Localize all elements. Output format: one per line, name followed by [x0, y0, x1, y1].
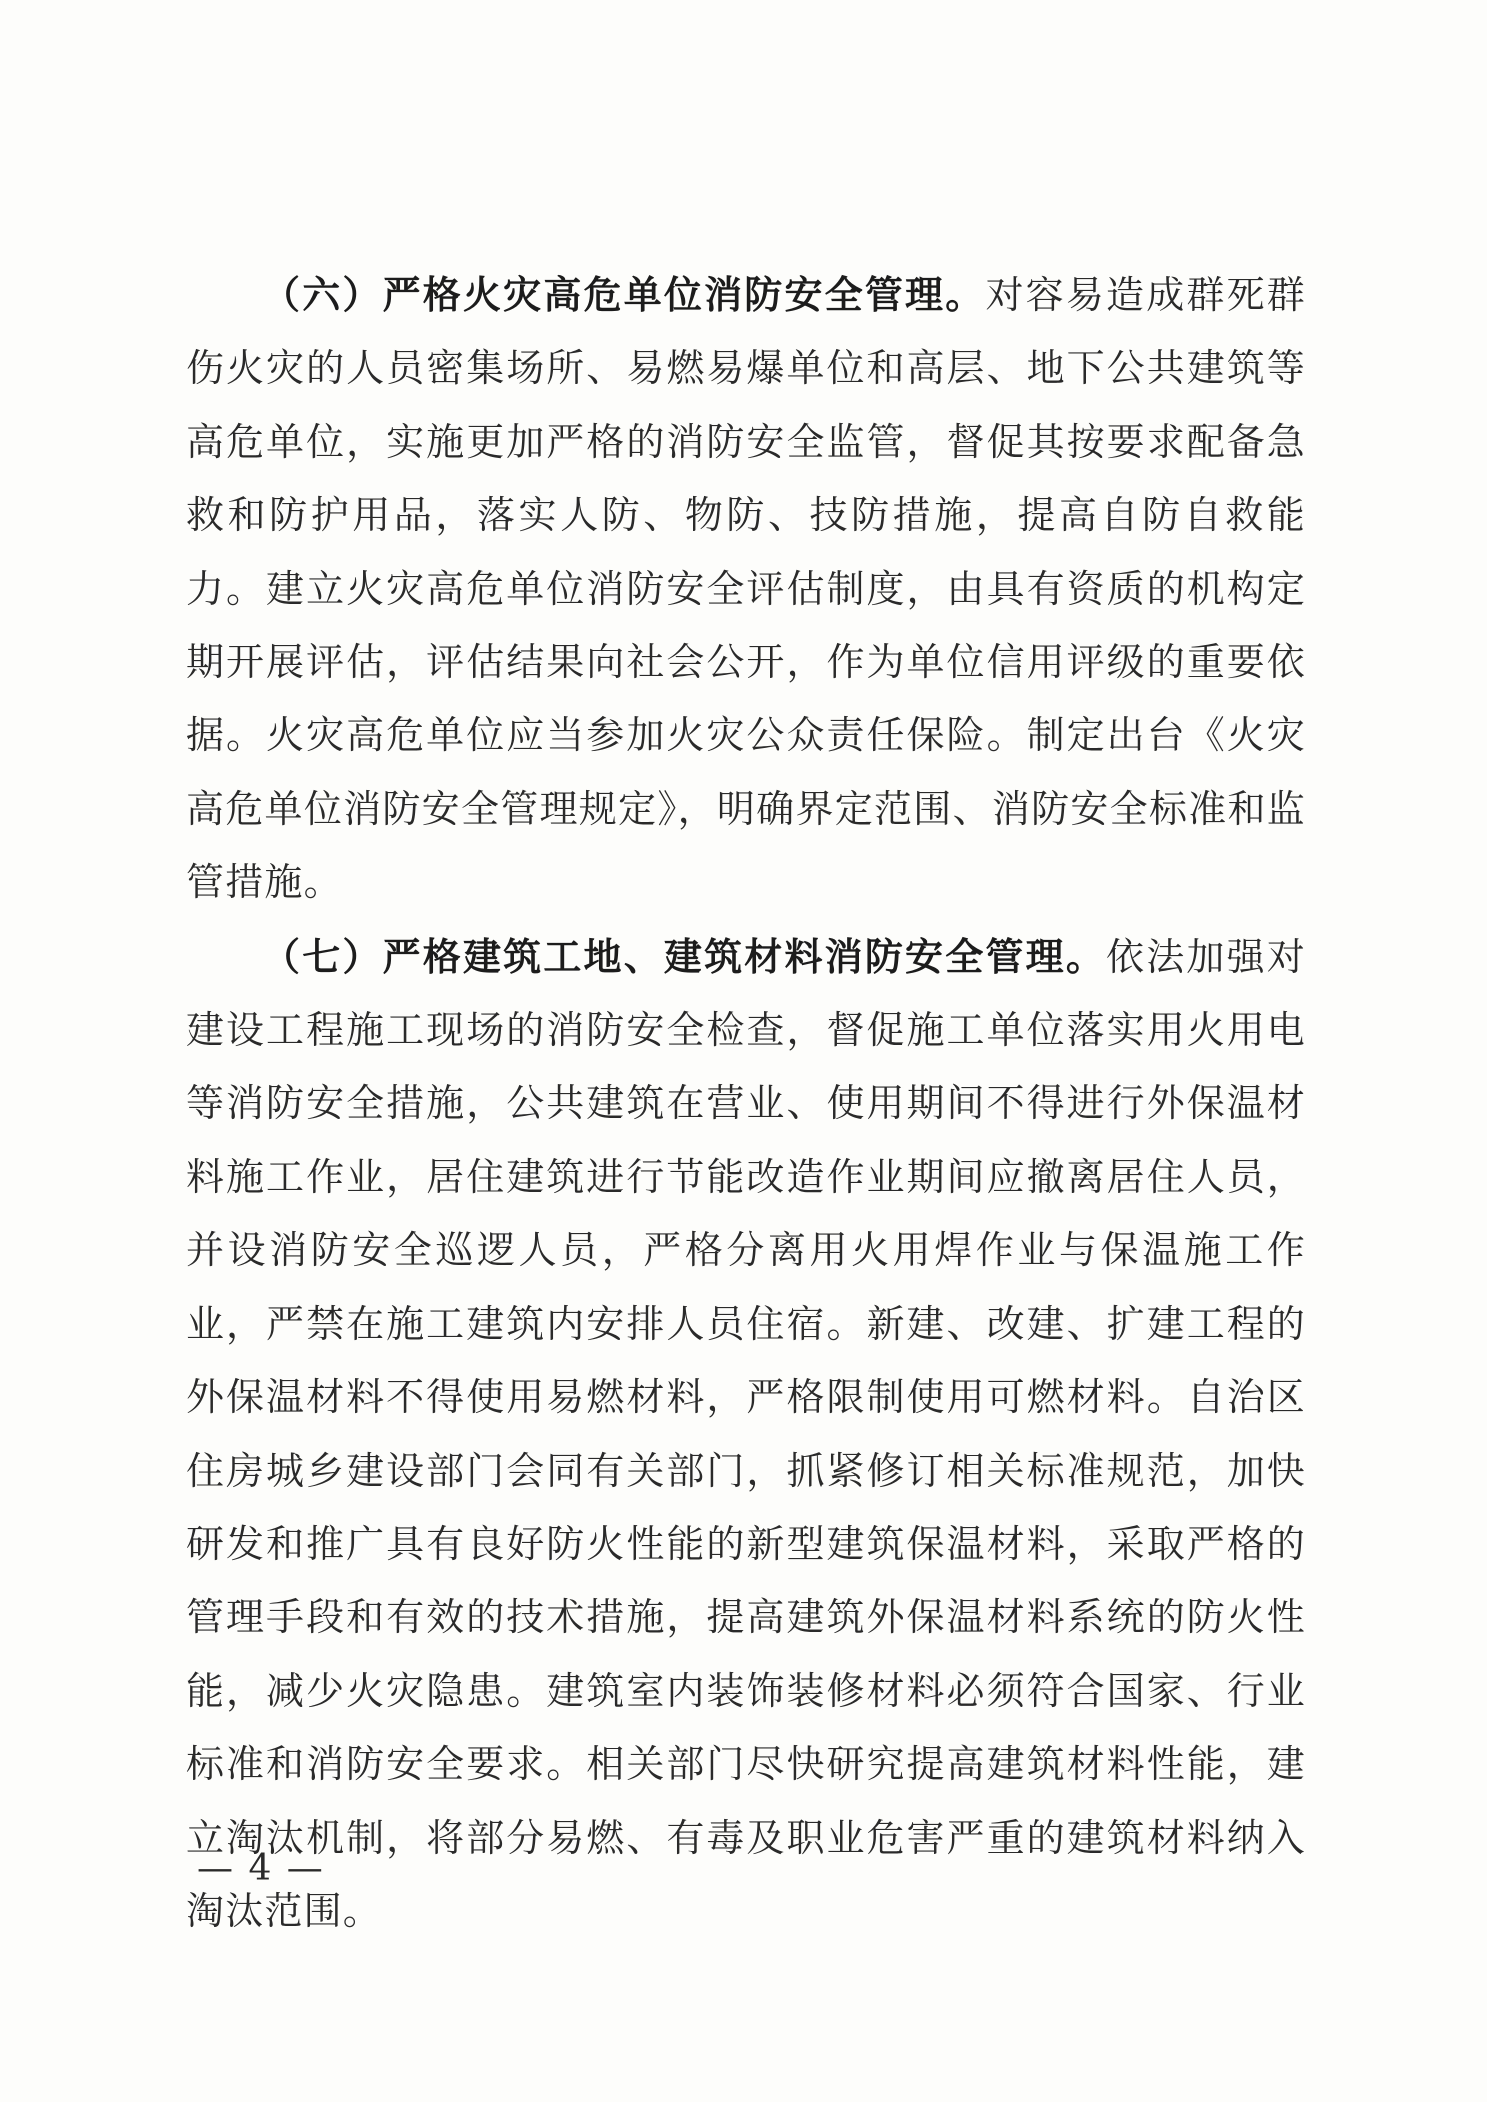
paragraph-six	[186, 258, 1306, 920]
document-body	[186, 258, 1306, 1948]
paragraph-seven-body: 依法加强对建设工程施工现场的消防安全检查，督促施工单位落实用火用电等消防安全措施，公共建筑在营业、使用期间不得进行外保温材料施工作业，居住建筑进行节能改造作业期间应撤离居住人员，并设消防安全巡逻人员，严格分离用火用焊作业与保温施工作业，严禁在施工建筑内安排人员住宿。新建、改建、扩建工程的外保温材料不得使用易燃材料，严格限制使用可燃材料。自治区住房城乡建设部门会同有关部门，抓紧修订相关标准规范，加快研发和推广具有良好防火性能的新型建筑保温材料，采取严格的管理手段和有效的技术措施，提高建筑外保温材料系统的防火性能，减少火灾隐患。建筑室内装饰装修材料必须符合国家、行业标准和消防安全要求。相关部门尽快研究提高建筑材料性能，建立淘汰机制，将部分易燃、有毒及职业危害严重的建筑材料纳入淘汰范围。	[186, 934, 1306, 1933]
paragraph-six-body: 对容易造成群死群伤火灾的人员密集场所、易燃易爆单位和高层、地下公共建筑等高危单位，实施更加严格的消防安全监管，督促其按要求配备急救和防护用品，落实人防、物防、技防措施，提高自防自救能力。建立火灾高危单位消防安全评估制度，由具有资质的机构定期开展评估，评估结果向社会公开，作为单位信用评级的重要依据。火灾高危单位应当参加火灾公众责任保险。制定出台《火灾高危单位消防安全管理规定》，明确界定范围、消防安全标准和监管措施。	[186, 273, 1306, 905]
page-number: — 4 —	[197, 1848, 325, 1889]
paragraph-seven-heading: （七）严格建筑工地、建筑材料消防安全管理。	[262, 933, 1107, 979]
paragraph-seven	[186, 920, 1306, 1949]
paragraph-six-heading: （六）严格火灾高危单位消防安全管理。	[262, 272, 986, 317]
